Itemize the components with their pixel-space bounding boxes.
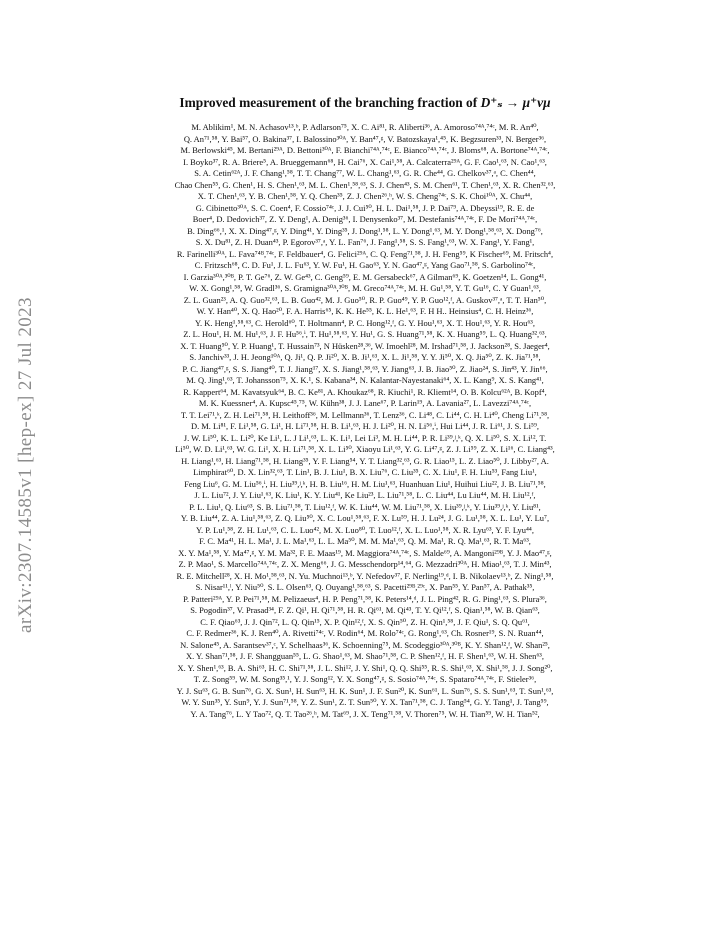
author-line: S. A. Cetin⁶²ᴬ, J. F. Chang¹,⁵⁸, T. T. Chang⁷⁷, W. L. Chang¹,⁶³, G. R. Che⁴⁴, G. Chelkov³⁷,ᵃ, C. Chen⁴⁴, — [194, 168, 536, 178]
author-line: F. C. Ma⁴¹, H. L. Ma¹, J. L. Ma¹,⁶³, L. L. Ma⁵⁰, M. M. Ma¹,⁶³, Q. M. Ma¹, R. Q. Ma¹,⁶³, R. T. Ma⁶³, — [199, 536, 531, 546]
paper-title — [60, 95, 670, 111]
paper-title-text: Improved measurement of the branching fraction of — [179, 95, 481, 110]
author-line: S. Nisar¹¹,ˡ, Y. Niu⁵⁰, S. L. Olsen⁶³, Q. Ouyang¹,⁵⁸,⁶³, S. Pacetti²⁹ᴮ,²⁹ᶜ, X. Pan⁵⁵, Y. Pan⁵⁷, A. Pathak³⁵, — [195, 582, 535, 592]
author-line: M. Q. Jing¹,⁶³, T. Johansson⁷⁵, X. K.¹, S. Kabana³⁴, N. Kalantar-Nayestanaki⁶⁴, X. L. Kang⁹, X. S. Kang⁴¹, — [186, 375, 544, 385]
author-line: C. Fritzsch⁶⁸, C. D. Fu¹, J. L. Fu⁶³, Y. W. Fu¹, H. Gao⁶³, Y. N. Gao⁴⁷,ᵍ, Yang Gao⁷¹,⁵⁸, S. Garbolino⁷⁴ᶜ, — [194, 260, 536, 270]
author-line: Limphirat⁶⁰, D. X. Lin³²,⁶³, T. Lin¹, B. J. Liu¹, B. X. Liu⁷⁶, C. Liu³⁵, C. X. Liu¹, F. H. Liu⁵³, Fang Liu¹, — [193, 467, 537, 477]
author-line: D. M. Li⁸¹, F. Li¹,⁵⁸, G. Li¹, H. Li⁷¹,⁵⁸, H. B. Li¹,⁶³, H. J. Li²⁰, H. N. Li⁵⁶,ⁱ, Hui Li⁴⁴, J. R. Li⁶¹, J. S. Li⁵⁹, — [190, 421, 539, 431]
author-line: W. Y. Sun³⁵, Y. Sun⁹, Y. J. Sun⁷¹,⁵⁸, Y. Z. Sun¹, Z. T. Sun⁵⁰, Y. X. Tan⁷¹,⁵⁸, C. J. Tang⁵⁴, G. Y. Tang¹, J. Tang⁵⁹, — [181, 697, 549, 707]
author-line: Q. An⁷¹,⁵⁸, Y. Bai⁵⁷, O. Bakina³⁷, I. Balossino³⁰ᴬ, Y. Ban⁴⁷,ᵍ, V. Batozskaya¹,⁴⁵, K. Begzsuren³³, N. Berger³⁶, — [183, 133, 547, 144]
author-line: I. Garzia³⁰ᴬ,³⁰ᴮ, P. T. Ge⁷⁶, Z. W. Ge⁴³, C. Geng⁵⁹, E. M. Gersabeck⁶⁷, A Gilman⁶⁹, K. Goetzen¹⁴, L. Gong⁴¹, — [183, 271, 547, 282]
author-line: H. Liang¹,⁶³, H. Liang⁷¹,⁵⁸, H. Liang³⁵, Y. F. Liang⁵⁴, Y. T. Liang³²,⁶³, G. R. Liao¹⁵, L. Z. Liao⁵⁰, J. Libby²⁷, A. — [181, 455, 549, 466]
author-line: X. Y. Ma¹,⁵⁸, Y. Ma⁴⁷,ᵍ, Y. M. Ma³², F. E. Maas¹⁹, M. Maggiora⁷⁴ᴬ,⁷⁴ᶜ, S. Malde⁶⁹, A. Mangoni²⁹ᴮ, Y. J. Mao⁴⁷,ᵍ, — [178, 547, 552, 558]
author-line: R. E. Mitchell²⁸, X. H. Mo¹,⁵⁸,⁶³, N. Yu. Muchnoi¹³,ᵇ, Y. Nefedov³⁷, F. Nerling¹⁹,ᵈ, I. B. Nikolaev¹³,ᵇ, Z. Ning¹,⁵⁸, — [176, 570, 554, 581]
author-line: Y. A. Tang⁷⁶, L. Y Tao⁷², Q. T. Tao²⁶,ʰ, M. Tat⁶⁹, J. X. Teng⁷¹,⁵⁸, V. Thoren⁷⁵, W. H. Tian⁵⁹, W. H. Tian⁵², — [190, 708, 540, 719]
author-line: Y. P. Lu¹,⁵⁸, Z. H. Lu¹,⁶³, C. L. Luo⁴², M. X. Luo⁸⁰, T. Luo¹²,ᶠ, X. L. Luo¹,⁵⁸, X. R. Lyu⁶³, Y. F. Lyu⁴⁴, — [196, 524, 534, 535]
author-line: P. L. Liu¹, Q. Liu⁶³, S. B. Liu⁷¹,⁵⁸, T. Liu¹²,ᶠ, W. K. Liu⁴⁴, W. M. Liu⁷¹,⁵⁸, X. Liu³⁹,ʲ,ᵏ, Y. Liu³⁹,ʲ,ᵏ, Y. Liu⁸¹, — [189, 501, 541, 512]
author-line: X. T. Huang⁵⁰, Y. P. Huang¹, T. Hussain⁷³, N Hüsken²⁸,³⁶, W. Imoehl²⁸, M. Irshad⁷¹,⁵⁸, J. Jackson²⁸, S. Jaeger⁴, — [180, 340, 550, 351]
author-line: Z. L. Hou¹, H. M. Hu¹,⁶³, J. F. Hu⁵⁶,ⁱ, T. Hu¹,⁵⁸,⁶³, Y. Hu¹, G. S. Huang⁷¹,⁵⁸, K. X. Huang⁵⁹, L. Q. Huang³²,⁶³, — [183, 329, 547, 339]
author-line: C. F. Redmer³⁶, K. J. Ren⁴⁰, A. Rivetti⁷⁴ᶜ, V. Rodin⁶⁴, M. Rolo⁷⁴ᶜ, G. Rong¹,⁶³, Ch. Rosner¹⁹, S. N. Ruan⁴⁴, — [186, 628, 544, 638]
author-list — [70, 122, 660, 720]
author-line: X. T. Chen¹,⁶³, Y. B. Chen¹,⁵⁸, Y. Q. Chen³⁵, Z. J. Chen²⁶,ʰ, W. S. Cheng⁷⁴ᶜ, S. K. Choi¹⁰ᴬ, X. Chu⁴⁴, — [197, 191, 533, 201]
author-line: M. Ablikim¹, M. N. Achasov¹³,ᵇ, P. Adlarson⁷⁵, X. C. Ai⁸¹, R. Aliberti³⁶, A. Amoroso⁷⁴ᴬ,⁷⁴ᶜ, M. R. An⁴⁰, — [191, 122, 539, 132]
author-line: Boer⁴, D. Dedovich³⁷, Z. Y. Deng¹, A. Denig³⁶, I. Denysenko³⁷, M. Destefanis⁷⁴ᴬ,⁷⁴ᶜ, F. De Mori⁷⁴ᴬ,⁷⁴ᶜ, — [192, 214, 538, 224]
author-line: W. X. Gong¹,⁵⁸, W. Gradl³⁶, S. Gramigna³⁰ᴬ,³⁰ᴮ, M. Greco⁷⁴ᴬ,⁷⁴ᶜ, M. H. Gu¹,⁵⁸, Y. T. Gu¹⁶, C. Y Guan¹,⁶³, — [189, 283, 541, 293]
author-line: P. C. Jiang⁴⁷,ᵍ, S. S. Jiang⁴⁰, T. J. Jiang¹⁷, X. S. Jiang¹,⁵⁸,⁶³, Y. Jiang⁶³, J. B. Jiao⁵⁰, Z. Jiao²⁴, S. Jin⁴³, Y. Jin⁶⁶, — [182, 363, 548, 374]
author-line: Y. J. Su⁶³, G. B. Sun⁷⁶, G. X. Sun¹, H. Sun⁶³, H. K. Sun¹, J. F. Sun²⁰, K. Sun⁶¹, L. Sun⁷⁶, S. S. Sun¹,⁶³, T. Sun¹,⁶³, — [176, 685, 554, 696]
author-line: T. T. Lei⁷¹,ᵏ, Z. H. Lei⁷¹,⁵⁸, H. Leithoff³⁶, M. Lellmann³⁶, T. Lenz³⁶, C. Li⁴⁸, C. Li⁴⁴, C. H. Li⁴⁰, Cheng Li⁷¹,⁵⁸, — [180, 409, 550, 420]
arxiv-identifier: arXiv:2307.14585v1 [hep-ex] 27 Jul 2023 — [15, 297, 37, 633]
author-line: M. K. Kuessner⁴, A. Kupsc⁴⁵,⁷⁵, W. Kühn³⁸, J. J. Lane⁶⁷, P. Larin¹⁹, A. Lavania²⁷, L. Lavezzi⁷⁴ᴬ,⁷⁴ᶜ, — [198, 398, 532, 408]
author-line: N. Salone⁴⁵, A. Sarantsev³⁷,ᶜ, Y. Schelhaas³⁶, K. Schoenning⁷⁵, M. Scodeggio³⁰ᴬ,³⁰ᴮ, K. Y. Shan¹²,ᶠ, W. Shan²⁵, — [180, 639, 550, 650]
author-line: Chao Chen⁵⁵, G. Chen¹, H. S. Chen¹,⁶³, M. L. Chen¹,⁵⁸,⁶³, S. J. Chen⁴³, S. M. Chen⁶¹, T. Chen¹,⁶³, X. R. Chen³²,⁶³, — [174, 179, 556, 190]
author-line: Y. B. Liu⁴⁴, Z. A. Liu¹,⁵⁸,⁶³, Z. Q. Liu⁵⁰, X. C. Lou¹,⁵⁸,⁶³, F. X. Lu⁵⁹, H. J. Lu²⁴, J. G. Lu¹,⁵⁸, X. L. Lu¹, Y. Lu⁷, — [180, 513, 550, 523]
author-line: Z. P. Mao¹, S. Marcello⁷⁴ᴬ,⁷⁴ᶜ, Z. X. Meng⁶⁶, J. G. Messchendorp¹⁴,⁶⁴, G. Mezzadri³⁰ᴬ, H. Miao¹,⁶³, T. J. Min⁴³, — [178, 559, 552, 569]
author-line: B. Ding⁶⁶,¹, X. X. Ding⁴⁷,ᵍ, Y. Ding⁴¹, Y. Ding³⁵, J. Dong¹,⁵⁸, L. Y. Dong¹,⁶³, M. Y. Dong¹,⁵⁸,⁶³, X. Dong⁷⁶, — [187, 225, 543, 236]
author-line: Li⁵⁰, W. D. Li¹,⁶³, W. G. Li¹, X. H. Li⁷¹,⁵⁸, X. L. Li⁵⁰, Xiaoyu Li¹,⁶³, Y. G. Li⁴⁷,ᵍ, Z. J. Li⁵⁹, Z. X. Li¹⁶, C. Liang⁴³, — [175, 444, 555, 454]
author-line: I. Boyko³⁷, R. A. Briere⁵, A. Brueggemann⁶⁸, H. Cai⁷⁶, X. Cai¹,⁵⁸, A. Calcaterra²⁹ᴬ, G. F. Cao¹,⁶³, N. Cao¹,⁶³, — [183, 156, 547, 167]
author-line: X. Y. Shan⁷¹,⁵⁸, J. F. Shangguan⁵⁵, L. G. Shao¹,⁶³, M. Shao⁷¹,⁵⁸, C. P. Shen¹²,ᶠ, H. F. Shen¹,⁶³, W. H. Shen⁶³, — [186, 651, 544, 661]
author-line: G. Cibinetto³⁰ᴬ, S. C. Coen⁴, F. Cossio⁷⁴ᶜ, J. J. Cui⁵⁰, H. L. Dai¹,⁵⁸, J. P. Dai⁷⁹, A. Dbeyssi¹⁹, R. E. de — [195, 202, 535, 213]
author-line: Feng Liu⁶, G. M. Liu⁵⁶,ⁱ, H. Liu³⁹,ʲ,ᵏ, H. B. Liu¹⁶, H. M. Liu¹,⁶³, Huanhuan Liu¹, Huihui Liu²², J. B. Liu⁷¹,⁵⁸, — [184, 478, 546, 489]
author-line: W. Y. Han⁴⁰, X. Q. Hao²⁰, F. A. Harris⁶⁵, K. K. He⁵⁵, K. L. He¹,⁶³, F. H H.. Heinsius⁴, C. H. Heinz³⁶, — [196, 306, 534, 316]
author-line: T. Z. Song⁵⁹, W. M. Song³⁵,¹, Y. J. Song¹², Y. X. Song⁴⁷,ᵍ, S. Sosio⁷⁴ᴬ,⁷⁴ᶜ, S. Spataro⁷⁴ᴬ,⁷⁴ᶜ, F. Stieler³⁶, — [193, 674, 537, 684]
author-line: S. Pogodin³⁷, V. Prasad³⁴, F. Z. Qi¹, H. Qi⁷¹,⁵⁸, H. R. Qi⁶¹, M. Qi⁴³, T. Y. Qi¹²,ᶠ, S. Qian¹,⁵⁸, W. B. Qian⁶³, — [190, 605, 540, 615]
author-line: C. F. Qiao⁶³, J. J. Qin⁷², L. Q. Qin¹⁵, X. P. Qin¹²,ᶠ, X. S. Qin⁵⁰, Z. H. Qin¹,⁵⁸, J. F. Qiu¹, S. Q. Qu⁶¹, — [200, 616, 530, 627]
author-line: X. Y. Shen¹,⁶³, B. A. Shi⁶³, H. C. Shi⁷¹,⁵⁸, J. L. Shi¹², J. Y. Shi¹, Q. Q. Shi⁵⁵, R. S. Shi¹,⁶³, X. Shi¹,⁵⁸, J. J. Song²⁰, — [177, 662, 553, 673]
author-line: R. Farinelli³⁰ᴬ, L. Fava⁷⁴ᴮ,⁷⁴ᶜ, F. Feldbauer⁴, G. Felici²⁹ᴬ, C. Q. Feng⁷¹,⁵⁸, J. H. Feng⁵⁹, K Fischer⁶⁹, M. Fritsch⁴, — [176, 248, 554, 259]
author-line: J. L. Liu⁷², J. Y. Liu¹,⁶³, K. Liu¹, K. Y. Liu⁴¹, Ke Liu²³, L. Liu⁷¹,⁵⁸, L. C. Liu⁴⁴, Lu Liu⁴⁴, M. H. Liu¹²,ᶠ, — [194, 490, 536, 500]
arxiv-stamp — [6, 255, 46, 675]
author-line: S. X. Du⁸¹, Z. H. Duan⁴³, P. Egorov³⁷,ᵃ, Y. L. Fan⁷⁶, J. Fang¹,⁵⁸, S. S. Fang¹,⁶³, W. X. Fang¹, Y. Fang¹, — [195, 237, 535, 247]
author-line: Z. L. Guan²³, A. Q. Guo³²,⁶³, L. B. Guo⁴², M. J. Guo⁵⁰, R. P. Guo⁴⁹, Y. P. Guo¹²,ᶠ, A. Guskov³⁷,ᵃ, T. T. Han⁵⁰, — [183, 294, 547, 305]
author-line: J. W. Li⁵⁰, K. L. Li²⁰, Ke Li¹, L. J Li¹,⁶³, L. K. Li¹, Lei Li³, M. H. Li⁴⁴, P. R. Li³⁹,ʲ,ᵏ, Q. X. Li⁵⁰, S. X. Li¹², T. — [183, 432, 547, 443]
author-line: Y. K. Heng¹,⁵⁸,⁶³, C. Herold⁶⁰, T. Holtmann⁴, P. C. Hong¹²,ᶠ, G. Y. Hou¹,⁶³, X. T. Hou¹,⁶³, Y. R. Hou⁶³, — [195, 317, 535, 328]
author-line: M. Berlowski⁴⁵, M. Bertani²⁹ᴬ, D. Bettoni³⁰ᴬ, F. Bianchi⁷⁴ᴬ,⁷⁴ᶜ, E. Bianco⁷⁴ᴬ,⁷⁴ᶜ, J. Bloms⁶⁸, A. Bortone⁷⁴ᴬ,⁷⁴ᶜ, — [180, 145, 550, 155]
paper-title-math: D⁺ₛ → μ⁺νμ — [480, 95, 551, 110]
author-line: S. Janchiv³³, J. H. Jeong¹⁰ᴬ, Q. Ji¹, Q. P. Ji²⁰, X. B. Ji¹,⁶³, X. L. Ji¹,⁵⁸, Y. Y. Ji⁵⁰, X. Q. Jia⁵⁰, Z. K. Jia⁷¹,⁵⁸, — [189, 352, 541, 362]
author-line: R. Kappert⁶⁴, M. Kavatsyuk⁶⁴, B. C. Ke⁸¹, A. Khoukaz⁶⁸, R. Kiuchi¹, R. Kliemt¹⁴, O. B. Kolcu⁶²ᴬ, B. Kopf⁴, — [183, 386, 547, 397]
author-line: P. Patteri²⁹ᴬ, Y. P. Pei⁷¹,⁵⁸, M. Pelizaeus⁴, H. P. Peng⁷¹,⁵⁸, K. Peters¹⁴,ᵈ, J. L. Ping⁴², R. G. Ping¹,⁶³, S. Plura³⁶, — [183, 593, 547, 604]
